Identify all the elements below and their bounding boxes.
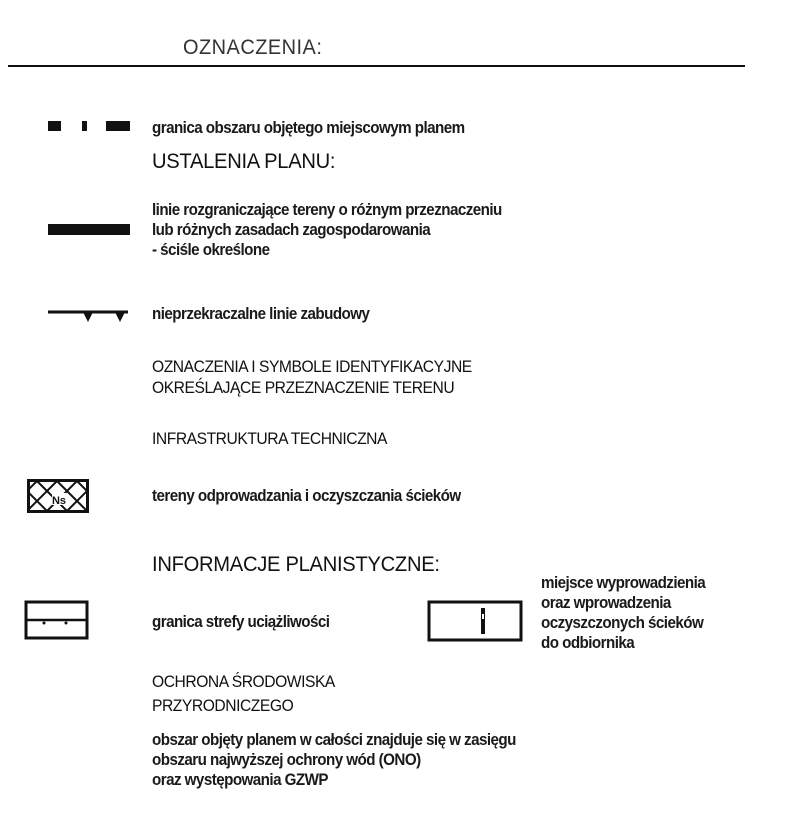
section-symbols-line-2: OKREŚLAJĄCE PRZEZNACZENIE TERENU — [152, 378, 455, 397]
plan-boundary-label: granica obszaru objętego miejscowym planem — [152, 119, 465, 137]
demarcation-lines-label — [152, 200, 502, 260]
outlet-point-icon — [427, 600, 525, 642]
legend-title: OZNACZENIA: — [183, 36, 323, 59]
section-ustalenia-planu: USTALENIA PLANU: — [152, 150, 336, 173]
building-line-icon — [48, 306, 130, 326]
outlet-line-4: do odbiornika — [541, 634, 635, 652]
demarcation-line-1: linie rozgraniczające tereny o różnym przeznaczeniu — [152, 201, 502, 219]
demarcation-line-3: - ściśle określone — [152, 241, 270, 259]
section-env-line-2: PRZYRODNICZEGO — [152, 696, 294, 715]
nuisance-zone-label: granica strefy uciążliwości — [152, 613, 330, 631]
env-note-line-1: obszar objęty planem w całości znajduje się w zasięgu — [152, 731, 516, 749]
sewage-symbol-text: Ns — [51, 495, 67, 507]
section-infrastruktura: INFRASTRUKTURA TECHNICZNA — [152, 429, 388, 448]
outlet-label — [541, 573, 705, 653]
env-note — [152, 730, 516, 790]
section-informacje-planistyczne: INFORMACJE PLANISTYCZNE: — [152, 553, 440, 576]
env-note-line-3: oraz występowania GZWP — [152, 771, 328, 789]
building-lines-label: nieprzekraczalne linie zabudowy — [152, 305, 370, 323]
sewage-areas-label: tereny odprowadzania i oczyszczania ścieków — [152, 487, 461, 505]
crosshatch-sewage-icon — [27, 479, 89, 513]
section-symbols — [152, 356, 472, 398]
outlet-line-3: oczyszczonych ścieków — [541, 614, 704, 632]
dashed-boundary-icon — [48, 120, 130, 132]
outlet-line-1: miejsce wyprowadzienia — [541, 574, 706, 592]
solid-thick-line-icon — [48, 224, 130, 236]
section-symbols-line-1: OZNACZENIA I SYMBOLE IDENTYFIKACYJNE — [152, 357, 472, 376]
demarcation-line-2: lub różnych zasadach zagospodarowania — [152, 221, 431, 239]
title-divider — [8, 65, 745, 67]
nuisance-zone-icon — [24, 600, 90, 640]
outlet-line-2: oraz wprowadzenia — [541, 594, 671, 612]
section-env-line-1: OCHRONA ŚRODOWISKA — [152, 672, 335, 691]
env-note-line-2: obszaru najwyższej ochrony wód (ONO) — [152, 751, 421, 769]
section-ochrona-srodowiska — [152, 670, 335, 718]
